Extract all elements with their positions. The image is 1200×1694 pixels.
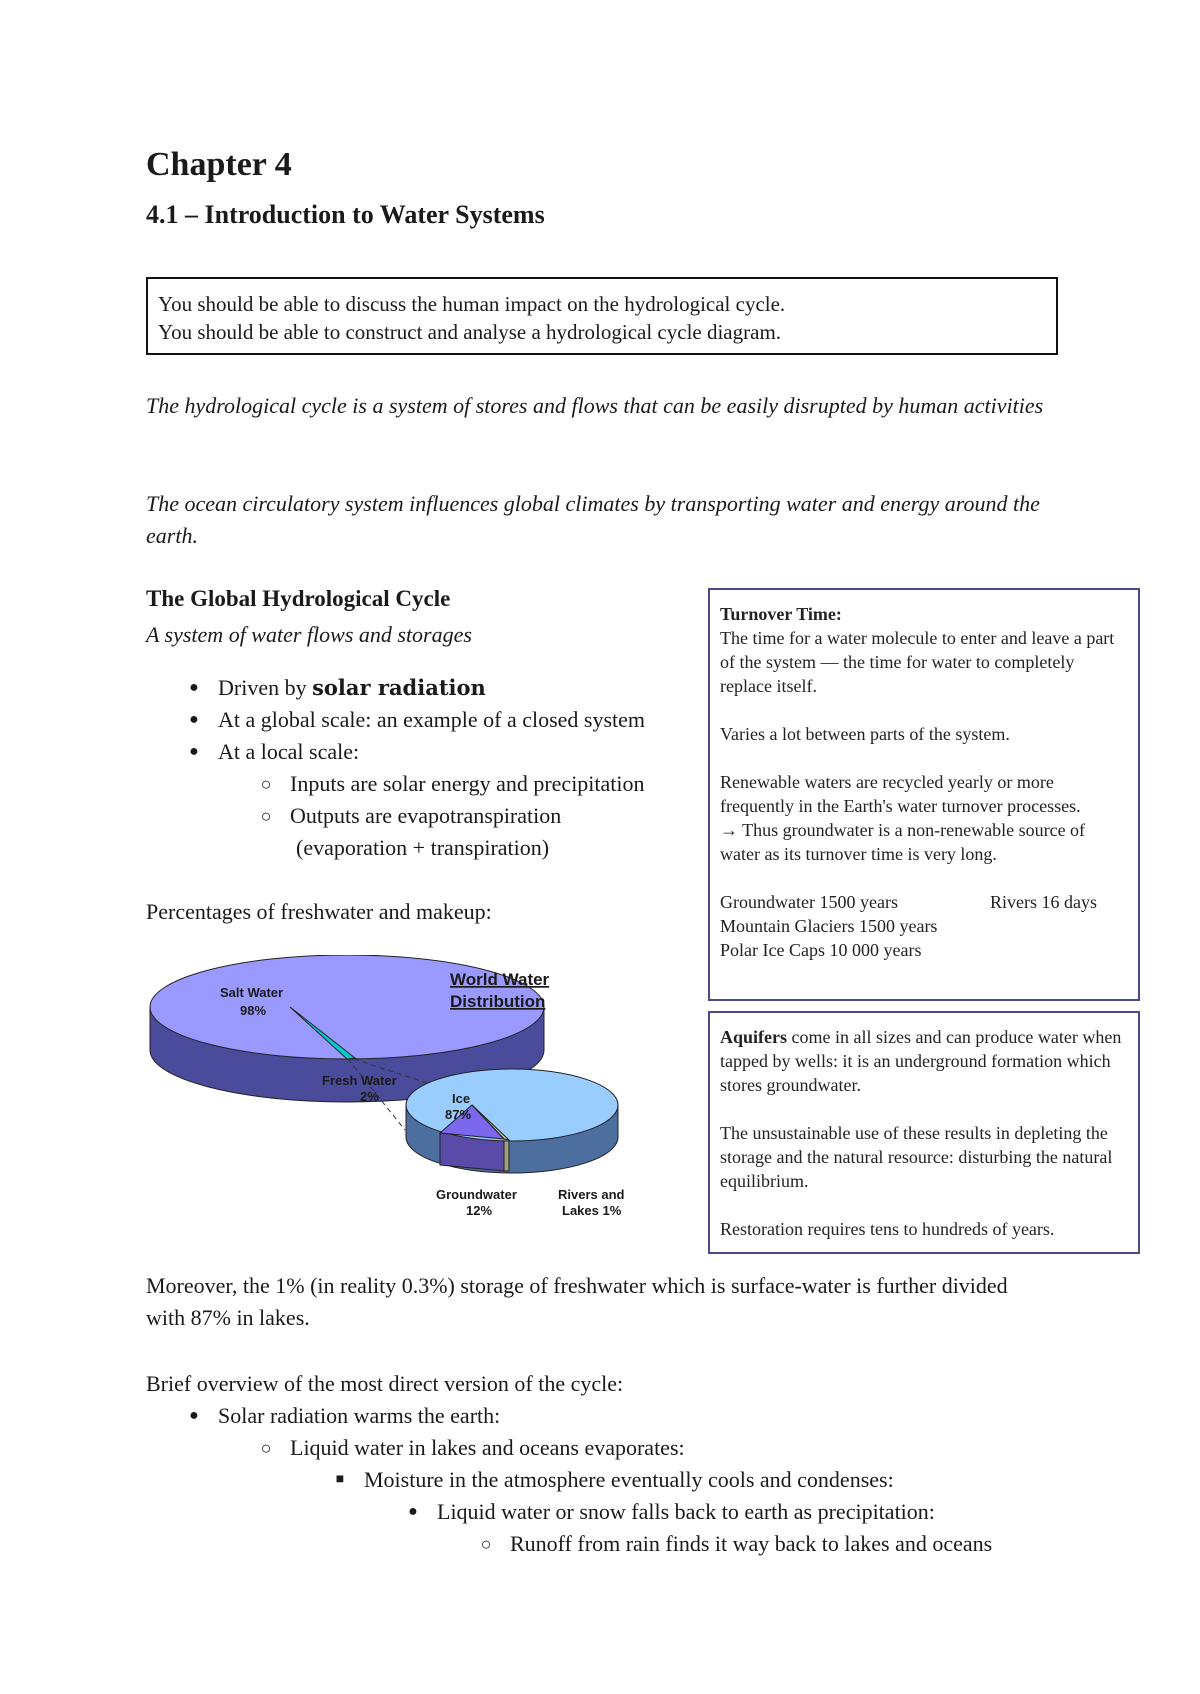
list-item [260,768,720,800]
overview-list [189,1400,1118,1432]
list-item [189,1400,1118,1432]
local-scale-list [260,768,720,864]
fresh-water-pie [406,1069,618,1173]
turnover-groundwater: Groundwater 1500 years [720,892,898,912]
list-item [189,672,718,704]
overview-list-level-2 [260,1432,1120,1464]
chapter-title: Chapter 4 [146,146,292,183]
list-item [189,704,718,736]
list-item-text: Solar radiation warms the earth: [218,1403,501,1428]
ice-label: Ice [452,1091,471,1106]
aquifers-restoration-text: Restoration requires tens to hundreds of years. [720,1219,1055,1239]
turnover-glaciers: Mountain Glaciers 1500 years [720,916,938,936]
list-item-text: At a global scale: an example of a closed system [218,707,646,732]
ice-slice [406,1069,618,1141]
aquifers-bold: Aquifers [720,1027,787,1047]
ice-value: 87% [445,1107,472,1122]
bullet-dot-icon: ● [189,743,199,760]
turnover-title: Turnover Time: [720,604,842,624]
list-item-text: Outputs are evapotranspiration [290,803,562,828]
list-item-text: Moisture in the atmosphere eventually cools and condenses: [364,1467,894,1492]
moreover-paragraph: Moreover, the 1% (in reality 0.3%) storage of freshwater which is surface-water is further divided with 87% in lakes. [146,1273,1008,1330]
global-cycle-subtitle: A system of water flows and storages [146,622,472,647]
salt-water-value: 98% [240,1003,267,1018]
list-item-continuation [290,832,720,864]
list-item-text: At a local scale: [218,739,360,764]
intro-paragraph-1: The hydrological cycle is a system of stores and flows that can be easily disrupted by human activities [146,393,1044,418]
groundwater-label: Groundwater [436,1187,517,1202]
list-item-text: Liquid water or snow falls back to earth as precipitation: [437,1499,935,1524]
bullet-dot-icon: ● [189,1407,199,1424]
section-title: 4.1 – Introduction to Water Systems [146,200,545,229]
rivers-slice-side [504,1139,509,1171]
chart-title-line-2: Distribution [450,992,546,1011]
rivers-lakes-value: Lakes 1% [562,1203,622,1218]
list-item [189,736,718,768]
bullet-circle-icon: ○ [260,806,272,826]
groundwater-value: 12% [466,1203,493,1218]
list-item [408,1496,1137,1528]
chart-title-line-1: World Water [450,970,550,989]
list-item-text: Runoff from rain finds it way back to lakes and oceans [510,1531,993,1556]
aquifers-definition [720,1025,1128,1097]
groundwater-nonrenewable-text: → Thus groundwater is a non-renewable source of water as its turnover time is very long. [720,820,1086,864]
aquifers-unsustainable-text: The unsustainable use of these results in depleting the storage and the natural resource: disturbing the natural equilibrium. [720,1123,1113,1191]
overview-list-level-3 [335,1464,1124,1496]
bullet-dot-icon: ● [189,679,199,696]
solar-radiation-bold: solar radiation [312,675,486,700]
renewable-waters-text: Renewable waters are recycled yearly or more frequently in the Earth's water turnover processes. [720,772,1081,816]
bullet-circle-icon: ○ [480,1534,492,1554]
fresh-water-label: Fresh Water [322,1073,397,1088]
objective-1: You should be able to discuss the human impact on the hydrological cycle. [158,292,786,316]
global-cycle-heading: The Global Hydrological Cycle [146,586,451,611]
turnover-ice-caps: Polar Ice Caps 10 000 years [720,940,922,960]
objective-2: You should be able to construct and analyse a hydrological cycle diagram. [158,320,782,344]
turnover-time-box [708,588,1140,1001]
overview-list-level-4 [408,1496,1137,1528]
bullet-circle-icon: ○ [260,774,272,794]
aquifers-box [708,1011,1140,1254]
world-water-distribution-chart [140,955,680,1230]
global-cycle-list [189,672,718,768]
turnover-rivers: Rivers 16 days [990,892,1097,912]
list-item-text: Driven by [218,675,313,700]
list-item-text: Inputs are solar energy and precipitation [290,771,645,796]
aquifers-definition-text: come in all sizes and can produce water when tapped by wells: it is an underground formation which stores groundwater. [720,1027,1122,1095]
list-item-text: Liquid water in lakes and oceans evaporates: [290,1435,685,1460]
overview-intro: Brief overview of the most direct version of the cycle: [146,1371,624,1396]
bullet-dot-icon: ● [189,711,199,728]
rivers-lakes-label: Rivers and [558,1187,625,1202]
overview-list-level-5 [480,1528,1150,1560]
bullet-dot-icon: ● [408,1503,418,1520]
percentages-intro: Percentages of freshwater and makeup: [146,899,492,924]
salt-water-label: Salt Water [220,985,284,1000]
fresh-water-value: 2% [360,1089,379,1104]
list-item [260,800,720,832]
bullet-square-icon: ■ [335,1472,345,1487]
list-item [335,1464,1124,1496]
bullet-circle-icon: ○ [260,1438,272,1458]
turnover-definition: The time for a water molecule to enter and leave a part of the system — the time for water to completely replace itself. [720,628,1115,696]
turnover-variation: Varies a lot between parts of the system. [720,724,1010,744]
list-item-text: (evaporation + transpiration) [296,835,550,860]
intro-paragraph-2: The ocean circulatory system influences global climates by transporting water and energy around the earth. [146,491,1040,548]
list-item [480,1528,1150,1560]
list-item [260,1432,1120,1464]
learning-objectives-box [146,277,1058,355]
